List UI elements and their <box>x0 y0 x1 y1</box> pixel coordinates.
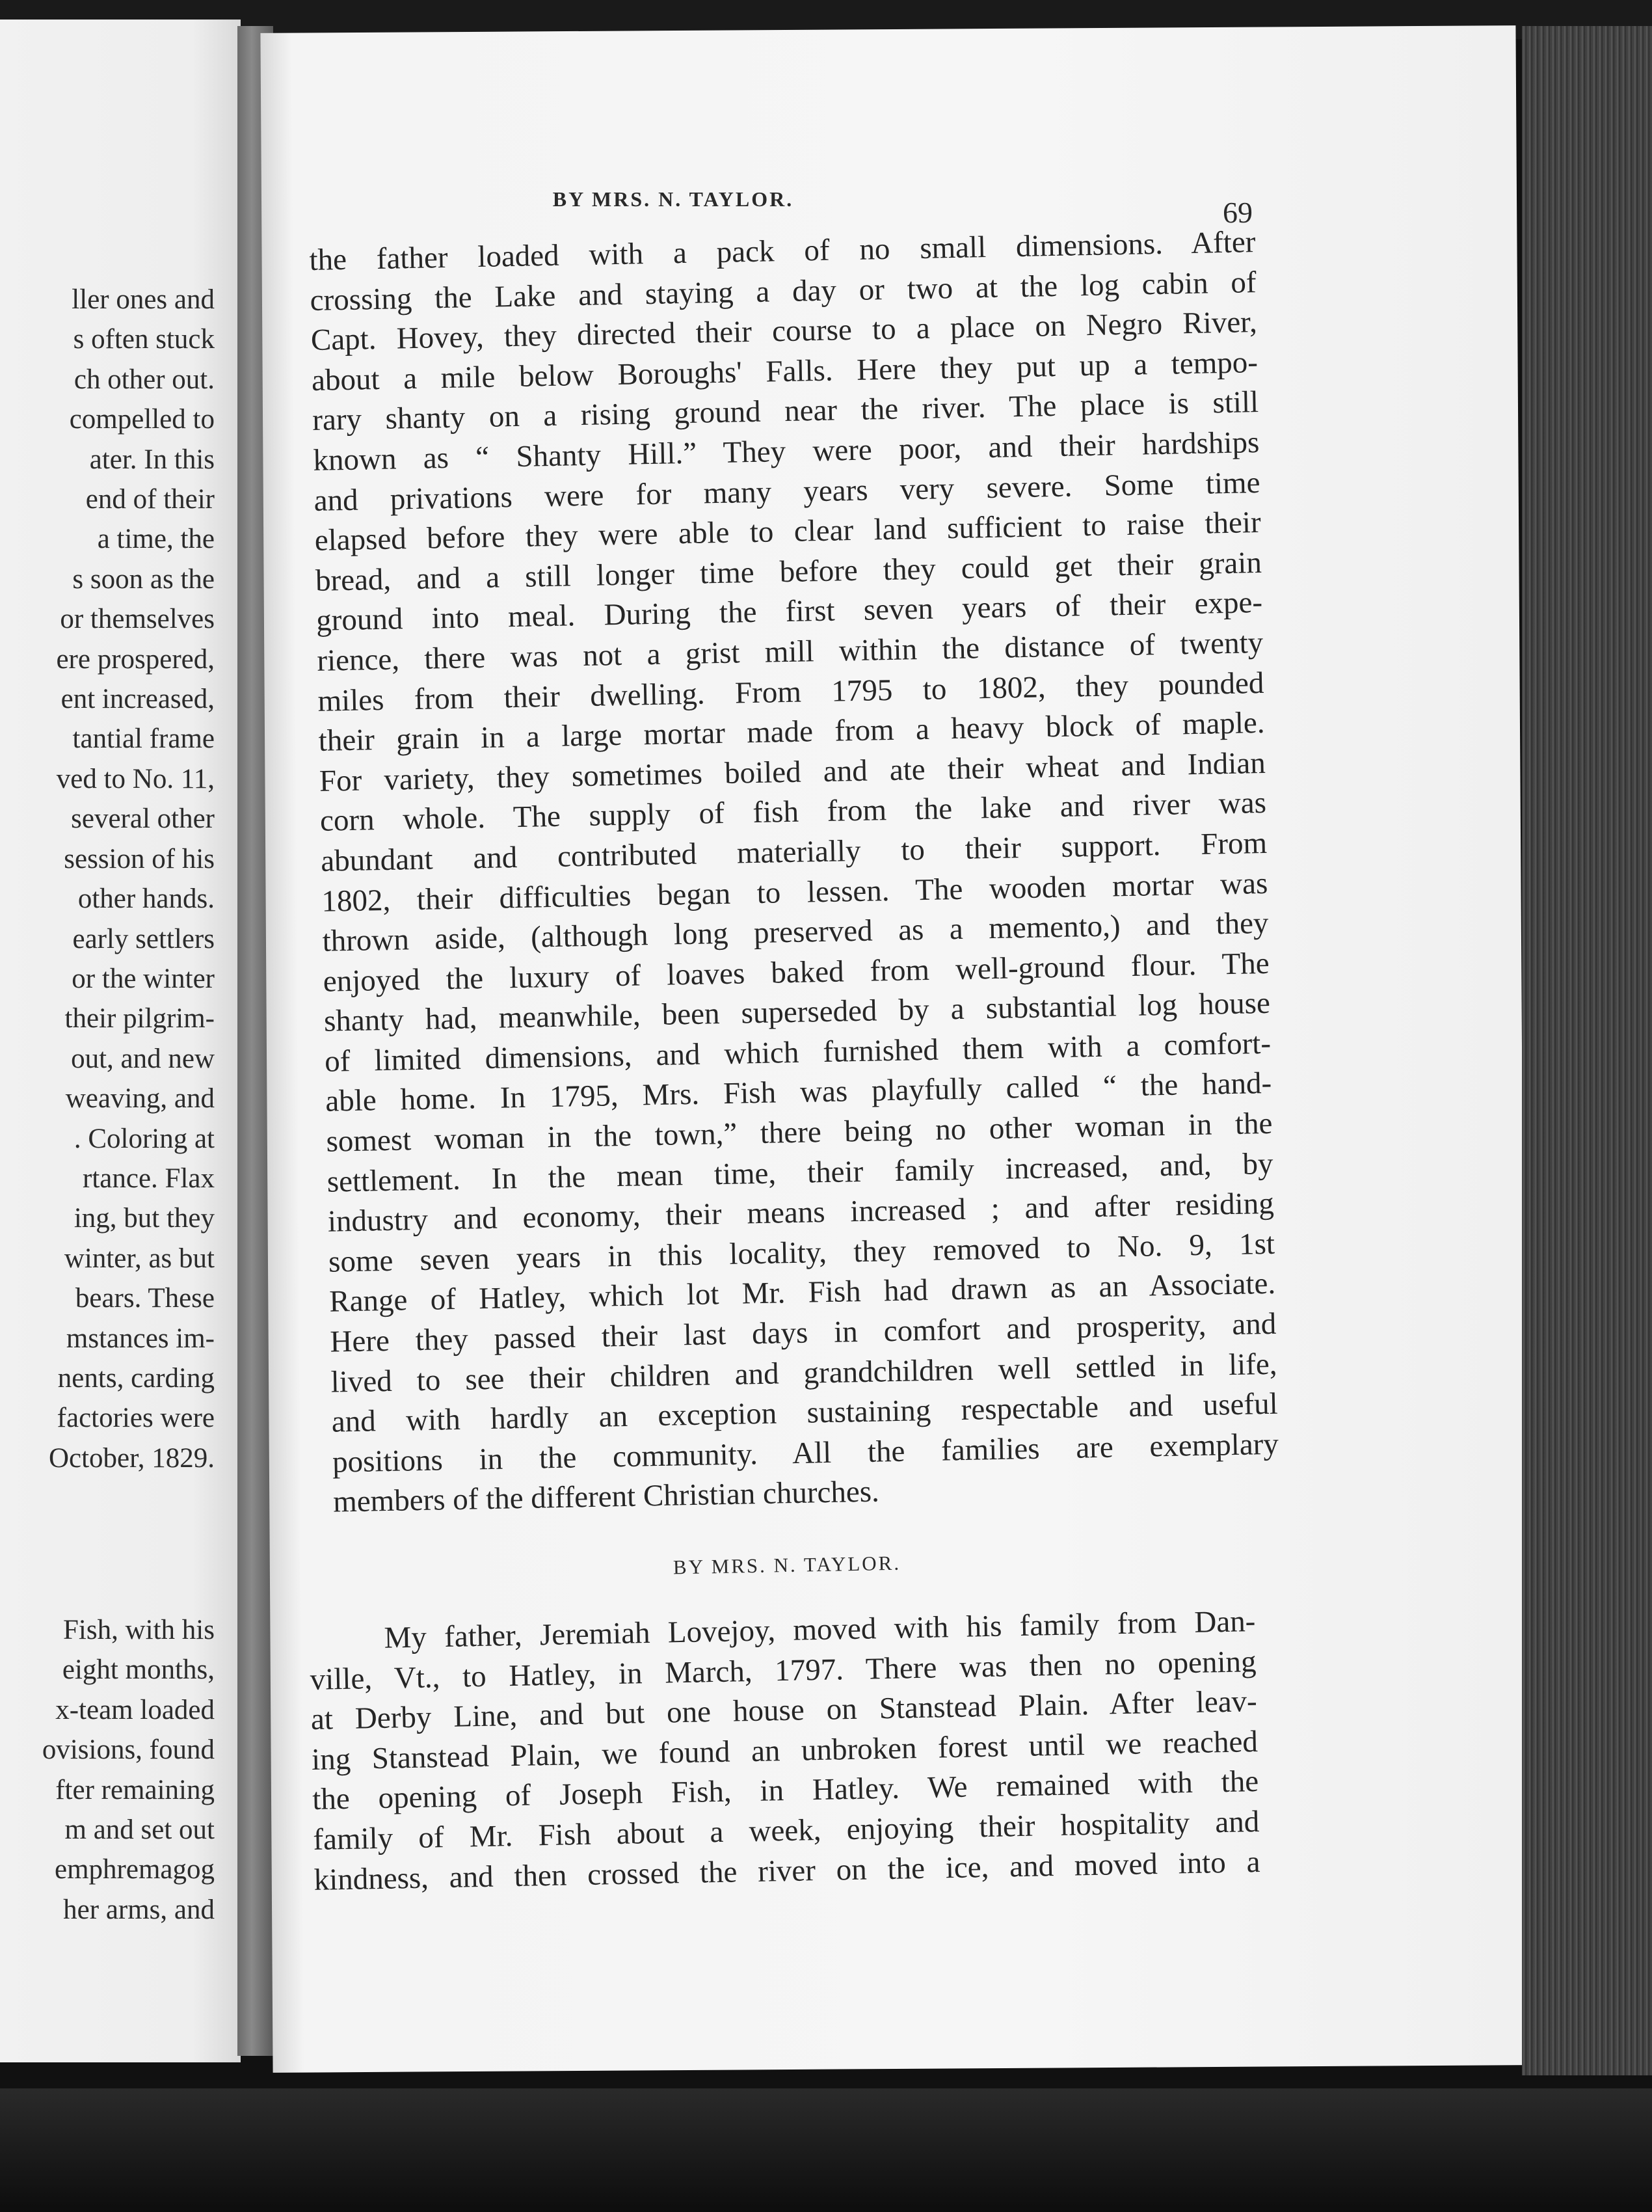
text-line: their grain in a large mortar made from a heavy block of maple. <box>318 706 1265 758</box>
text-line: out, and new <box>71 1043 215 1074</box>
text-line: October, 1829. <box>48 1442 215 1474</box>
text-line: eight months, <box>62 1654 215 1686</box>
text-line: fter remaining <box>55 1774 215 1805</box>
text-line: able home. In 1795, Mrs. Fish was playfully called “ the hand- <box>325 1066 1272 1119</box>
text-line: weaving, and <box>65 1083 215 1114</box>
text-line: family of Mr. Fish about a week, enjoying their hospitality and <box>312 1804 1260 1857</box>
text-line: 1802, their difficulties began to lessen. The wooden mortar was <box>321 866 1268 919</box>
text-line: or the winter <box>72 963 215 994</box>
text-line: x-team loaded <box>55 1694 215 1725</box>
text-line: of limited dimensions, and which furnished them with a comfort- <box>324 1026 1272 1079</box>
text-line: ent increased, <box>60 684 215 715</box>
text-line: several other <box>71 803 215 835</box>
page-number: 69 <box>1223 196 1253 229</box>
text-line: m and set out <box>64 1814 215 1846</box>
text-line: factories were <box>57 1403 215 1434</box>
text-line: lived to see their children and grandchildren well settled in life, <box>330 1347 1277 1399</box>
text-line: end of their <box>85 484 215 515</box>
text-line: corn whole. The supply of fish from the lake and river was <box>319 786 1267 839</box>
section-text <box>309 1602 1260 1900</box>
text-line: crossing the Lake and staying a day or two at the log cabin of <box>310 265 1257 317</box>
text-line: the father loaded with a pack of no small dimensions. After <box>309 225 1256 277</box>
facing-page-left <box>0 20 241 2062</box>
text-line: session of his <box>64 843 215 874</box>
text-line: rary shanty on a rising ground near the river. The place is still <box>312 385 1259 438</box>
text-line: ater. In this <box>89 444 215 475</box>
text-line: some seven years in this locality, they removed to No. 9, 1st <box>328 1226 1275 1279</box>
text-line: ere prospered, <box>56 643 215 675</box>
text-line: her arms, and <box>63 1894 215 1925</box>
text-line: winter, as but <box>64 1243 215 1274</box>
text-line: rience, there was not a grist mill within the distance of twenty <box>316 625 1264 678</box>
text-line: ved to No. 11, <box>56 763 215 794</box>
text-line: Here they passed their last days in comfort and prosperity, and <box>330 1306 1277 1359</box>
text-line: For variety, they sometimes boiled and ate their wheat and Indian <box>319 746 1266 798</box>
text-line: ing Stanstead Plain, we found an unbroken forest until we reached <box>311 1724 1259 1777</box>
text-line: their pilgrim- <box>64 1003 215 1034</box>
text-line: known as “ Shanty Hill.” They were poor, and their hardships <box>312 425 1260 478</box>
text-line: enjoyed the luxury of loaves baked from well-ground flour. The <box>323 946 1270 999</box>
text-line: . Coloring at <box>73 1123 215 1154</box>
text-line: bread, and a still longer time before they could get their grain <box>315 545 1262 598</box>
text-line: compelled to <box>69 404 215 435</box>
left-page-column-bottom <box>42 1610 215 1930</box>
section-heading: BY MRS. N. TAYLOR. <box>673 1551 901 1579</box>
text-line: s often stuck <box>73 324 215 355</box>
text-line: members of the different Christian churches. <box>332 1474 880 1520</box>
text-line: rtance. Flax <box>83 1163 215 1194</box>
body-text <box>309 223 1280 1523</box>
text-line: tantial frame <box>72 723 215 755</box>
text-line: ground into meal. During the first seven years of their expe- <box>315 586 1263 638</box>
text-line: My father, Jeremiah Lovejoy, moved with his family from Dan- <box>384 1604 1256 1655</box>
text-line: the opening of Joseph Fish, in Hatley. We remained with the <box>312 1764 1259 1817</box>
running-head: BY MRS. N. TAYLOR. <box>552 187 794 211</box>
text-line: ller ones and <box>72 284 215 315</box>
text-line: positions in the community. All the families are exemplary <box>332 1427 1279 1479</box>
text-line: and with hardly an exception sustaining respectable and useful <box>331 1386 1279 1439</box>
text-line: ovisions, found <box>42 1734 215 1766</box>
text-line: s soon as the <box>72 563 215 595</box>
text-line: emphremagog <box>55 1854 215 1885</box>
text-line: kindness, and then crossed the river on the ice, and moved into a <box>313 1844 1260 1897</box>
text-line: Capt. Hovey, they directed their course to a place on Negro River, <box>310 305 1258 358</box>
text-line: a time, the <box>97 524 215 555</box>
text-line: Range of Hatley, which lot Mr. Fish had drawn as an Associate. <box>328 1267 1276 1319</box>
text-line: nents, carding <box>57 1362 215 1394</box>
text-line: abundant and contributed materially to their support. From <box>320 826 1268 878</box>
text-line: ville, Vt., to Hatley, in March, 1797. There was then no opening <box>310 1644 1257 1697</box>
text-line: industry and economy, their means increased ; and after residing <box>327 1187 1275 1239</box>
page-edges <box>1522 26 1652 2075</box>
text-line: ing, but they <box>73 1203 215 1234</box>
text-line: other hands. <box>77 883 215 915</box>
text-line: somest woman in the town,” there being no other woman in the <box>326 1106 1273 1159</box>
text-line: Fish, with his <box>63 1615 215 1645</box>
text-line: and privations were for many years very severe. Some time <box>313 465 1260 518</box>
text-line: miles from their dwelling. From 1795 to 1802, they pounded <box>317 666 1264 718</box>
text-line: ch other out. <box>73 364 215 395</box>
text-line: early settlers <box>72 923 215 954</box>
text-line: mstances im- <box>66 1323 215 1354</box>
text-line: or themselves <box>60 604 215 635</box>
left-page-column-top <box>49 280 215 1478</box>
text-line: thrown aside, (although long preserved as a memento,) and they <box>322 906 1269 958</box>
text-line: about a mile below Boroughs' Falls. Here they put up a tempo- <box>311 345 1259 398</box>
text-line: bears. These <box>75 1283 215 1314</box>
text-line: at Derby Line, and but one house on Stanstead Plain. After leav- <box>310 1684 1258 1737</box>
text-line: elapsed before they were able to clear land sufficient to raise their <box>314 506 1262 558</box>
text-line: settlement. In the mean time, their family increased, and, by <box>326 1146 1274 1199</box>
scan-background-bottom <box>0 2088 1652 2212</box>
text-line: shanty had, meanwhile, been superseded by a substantial log house <box>323 986 1271 1039</box>
